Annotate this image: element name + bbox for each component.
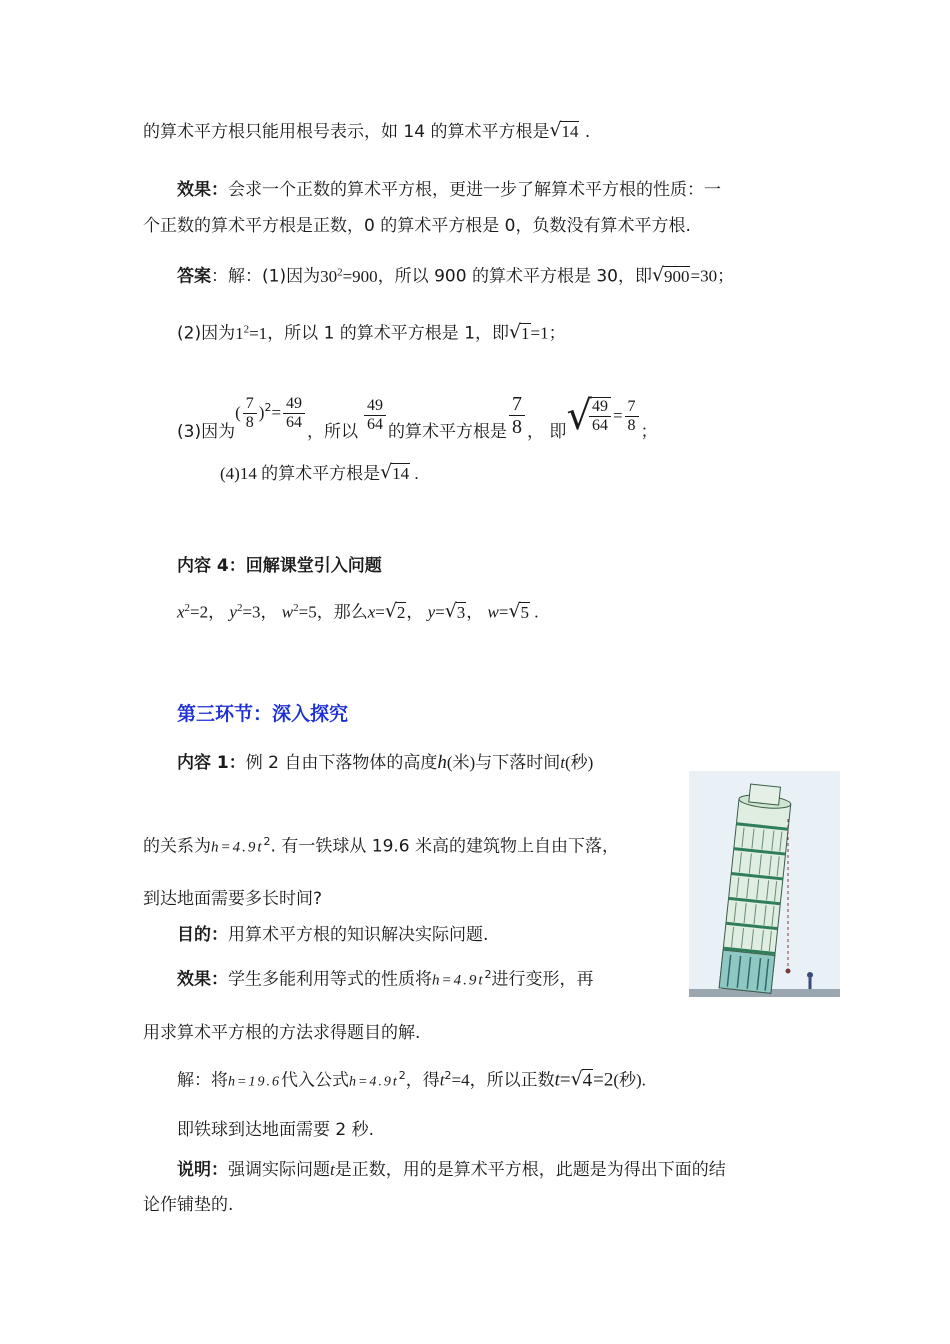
var-h: h xyxy=(437,752,447,773)
conclusion-text: 即铁球到达地面需要 2 秒. xyxy=(177,1120,375,1140)
sqrt-radicand: 2 xyxy=(396,602,406,622)
denominator: 64 xyxy=(591,417,608,434)
answer-text-b: ，所以 900 的算术平方根是 30，即 xyxy=(377,266,652,287)
var-t: t xyxy=(554,1069,560,1091)
var-x: x xyxy=(177,602,185,622)
note-line xyxy=(177,1158,726,1182)
effect-text-1: 会求一个正数的算术平方根，更进一步了解算术平方根的性质：一 xyxy=(228,180,721,200)
exponent: 2 xyxy=(263,835,271,848)
solution-text-b: 代入公式 xyxy=(280,1070,349,1091)
numerator: 49 xyxy=(589,398,611,417)
sqrt-3 xyxy=(447,601,467,625)
comma: ， xyxy=(406,602,424,622)
content4-label: 内容 4：回解课堂引入问题 xyxy=(177,556,382,576)
effect2-label: 效果： xyxy=(177,969,228,990)
effect-line-1 xyxy=(177,178,721,202)
exponent: 2 xyxy=(184,602,191,614)
a3-text-3: ， 即 xyxy=(527,422,567,442)
content1-label: 内容 1： xyxy=(177,753,246,773)
numerator: 49 xyxy=(364,397,386,416)
sqrt-radicand: 14 xyxy=(392,464,410,483)
effect2-line xyxy=(177,963,594,993)
fraction xyxy=(243,395,257,432)
frac-7-8-squared xyxy=(235,393,307,433)
numerator: 7 xyxy=(509,393,525,416)
relation-text-b: . 有一铁球从 19.6 米高的建筑物上自由下落， xyxy=(270,836,620,857)
fraction xyxy=(283,395,305,432)
reach-line xyxy=(143,887,322,911)
sqrt-900 xyxy=(654,265,691,289)
equals: = xyxy=(435,602,445,622)
denominator: 64 xyxy=(367,415,384,433)
fraction xyxy=(509,393,525,438)
denominator: 8 xyxy=(245,413,254,431)
period: . xyxy=(584,122,591,142)
effect-text-2: 个正数的算术平方根是正数，0 的算术平方根是 0，负数没有算术平方根. xyxy=(143,216,691,236)
eq-rhs: =5 xyxy=(298,602,317,622)
section-title: 第三环节：深入探究 xyxy=(177,703,349,725)
reach-text: 到达地面需要多长时间? xyxy=(143,889,323,909)
exponent: 2 xyxy=(236,602,243,614)
a4-text: (4)14 的算术平方根是 xyxy=(220,464,381,483)
solution-text-e: (秒). xyxy=(613,1070,646,1090)
fraction xyxy=(589,397,611,435)
content1-text-b: (米)与下落时间 xyxy=(446,753,561,772)
var-t: t xyxy=(330,1160,335,1179)
formula: h=4.9t xyxy=(211,839,264,856)
bell-chamber xyxy=(749,784,781,805)
eq-rhs: =3 xyxy=(242,602,261,622)
note-text-a: 强调实际问题 xyxy=(228,1160,330,1180)
numerator: 7 xyxy=(243,395,257,414)
eq-rhs: =1 xyxy=(249,323,268,343)
exponent: 2 xyxy=(484,968,492,981)
formula: h=19.6 xyxy=(228,1074,281,1090)
note-text-b: 是正数，用的是算术平方根，此题是为得出下面的结 xyxy=(334,1160,726,1180)
sqrt-radicand: 5 xyxy=(520,602,529,622)
equals: = xyxy=(559,1069,571,1091)
var-y: y xyxy=(229,602,237,622)
denominator: 8 xyxy=(627,416,636,434)
semicolon: ； xyxy=(717,266,735,287)
exponent: 2 xyxy=(264,401,272,414)
eq-30-squared xyxy=(320,267,378,286)
a3-prefix: (3)因为 xyxy=(177,422,236,442)
intro-line xyxy=(143,120,590,144)
answer-line-1 xyxy=(177,260,734,289)
eq-base: 1 xyxy=(235,323,244,343)
answer-line-3 xyxy=(177,384,658,452)
var-y: y xyxy=(427,602,436,622)
semicolon: ； xyxy=(640,422,658,442)
goal-label: 目的： xyxy=(177,925,228,945)
formula: h=4.9t xyxy=(432,972,485,989)
sqrt-14 xyxy=(382,462,410,486)
a2-prefix: (2)因为 xyxy=(177,323,236,344)
sqrt-2 xyxy=(387,601,407,625)
eq-1-squared xyxy=(235,324,267,343)
sqrt-radicand: 4 xyxy=(582,1069,593,1091)
note-text-c: 论作铺垫的. xyxy=(143,1195,234,1215)
fraction xyxy=(625,398,639,435)
period: . xyxy=(534,602,539,622)
answer-line-4 xyxy=(220,462,419,486)
exponent: 2 xyxy=(398,1069,406,1082)
comma: ， xyxy=(208,602,226,622)
sqrt-radicand: 1 xyxy=(521,323,530,343)
var-t: t xyxy=(560,753,565,772)
relation-text-a: 的关系为 xyxy=(143,836,211,857)
content4-equations xyxy=(177,596,538,625)
paren: ( xyxy=(235,403,241,422)
formula: h=4.9t xyxy=(348,1074,399,1090)
content1-line xyxy=(177,751,593,775)
eq-rhs: =1 xyxy=(530,323,549,343)
exponent: 2 xyxy=(293,602,299,614)
solution-line xyxy=(177,1064,646,1095)
sqrt-49-64 xyxy=(566,393,640,439)
fraction xyxy=(364,397,386,434)
relation-line xyxy=(143,830,619,860)
paren: ) xyxy=(258,403,265,422)
var-w: w xyxy=(487,602,499,622)
var-t: t xyxy=(439,1070,445,1090)
equals: = xyxy=(375,602,385,622)
note-line-2 xyxy=(143,1193,233,1217)
eq-rhs: =900 xyxy=(342,266,378,286)
intro-text: 的算术平方根只能用根号表示，如 14 的算术平方根是 xyxy=(143,122,550,142)
sqrt-radicand: 900 xyxy=(663,266,690,286)
equals: = xyxy=(498,602,509,622)
denominator: 8 xyxy=(512,415,523,438)
effect2-line-2 xyxy=(143,1021,420,1045)
effect-label: 效果： xyxy=(177,180,228,200)
content1-text-a: 例 2 自由下落物体的高度 xyxy=(245,753,438,773)
answer-label: 答案 xyxy=(177,266,211,287)
comma: ， xyxy=(260,602,278,622)
section-heading xyxy=(177,702,348,726)
effect2-text-b: 进行变形，再 xyxy=(491,969,594,990)
iron-ball xyxy=(786,969,791,974)
goal-line xyxy=(177,923,488,947)
effect-line-2 xyxy=(143,214,691,238)
leaning-tower-illustration xyxy=(689,771,840,997)
eq-rhs: =30 xyxy=(690,266,718,286)
sqrt-1 xyxy=(511,322,531,346)
effect2-text-a: 学生多能利用等式的性质将 xyxy=(228,969,432,990)
sqrt-4 xyxy=(573,1069,594,1093)
a2-text: ，所以 1 的算术平方根是 1，即 xyxy=(267,323,510,344)
a3-text-2: 的算术平方根是 xyxy=(388,422,508,442)
sqrt-radicand: 14 xyxy=(561,122,579,141)
content1-text-c: (秒) xyxy=(564,753,594,772)
sqrt-5 xyxy=(510,601,530,625)
denominator: 64 xyxy=(286,413,303,431)
answer-line-2 xyxy=(177,317,566,346)
a3-text-1: ，所以 xyxy=(307,422,359,442)
solution-text-a: 解：将 xyxy=(177,1070,228,1091)
numerator: 49 xyxy=(283,395,305,414)
solution-text-c: ，得 xyxy=(405,1070,440,1091)
equals: = xyxy=(612,406,623,425)
sqrt-14 xyxy=(551,120,579,144)
eq-rhs: =2 xyxy=(593,1069,614,1091)
then-text: ，那么 xyxy=(316,602,368,623)
conclusion-line xyxy=(177,1118,374,1142)
eq-rhs: =2 xyxy=(190,602,209,622)
eq-exp: 2 xyxy=(243,323,250,335)
answer-text: ：解：(1)因为 xyxy=(211,266,321,287)
effect2-text-c: 用求算术平方根的方法求得题目的解. xyxy=(143,1023,421,1043)
goal-text: 用算术平方根的知识解决实际问题. xyxy=(228,925,489,945)
exponent: 2 xyxy=(444,1069,452,1082)
radical-sign: √ xyxy=(566,393,592,439)
comma: ， xyxy=(466,602,484,622)
eq-rhs: =4 xyxy=(451,1070,470,1090)
numerator: 7 xyxy=(625,398,639,417)
solution-text-d: ，所以正数 xyxy=(469,1070,555,1091)
eq-exp: 2 xyxy=(337,266,343,278)
content4-heading xyxy=(177,554,382,578)
eq-base: 30 xyxy=(320,266,338,286)
semicolon: ； xyxy=(548,323,566,344)
note-label: 说明： xyxy=(177,1160,228,1180)
var-w: w xyxy=(281,602,294,622)
period: . xyxy=(414,464,419,483)
sqrt-radicand: 3 xyxy=(456,602,466,622)
equals: = xyxy=(271,403,282,422)
var-x: x xyxy=(367,602,376,622)
